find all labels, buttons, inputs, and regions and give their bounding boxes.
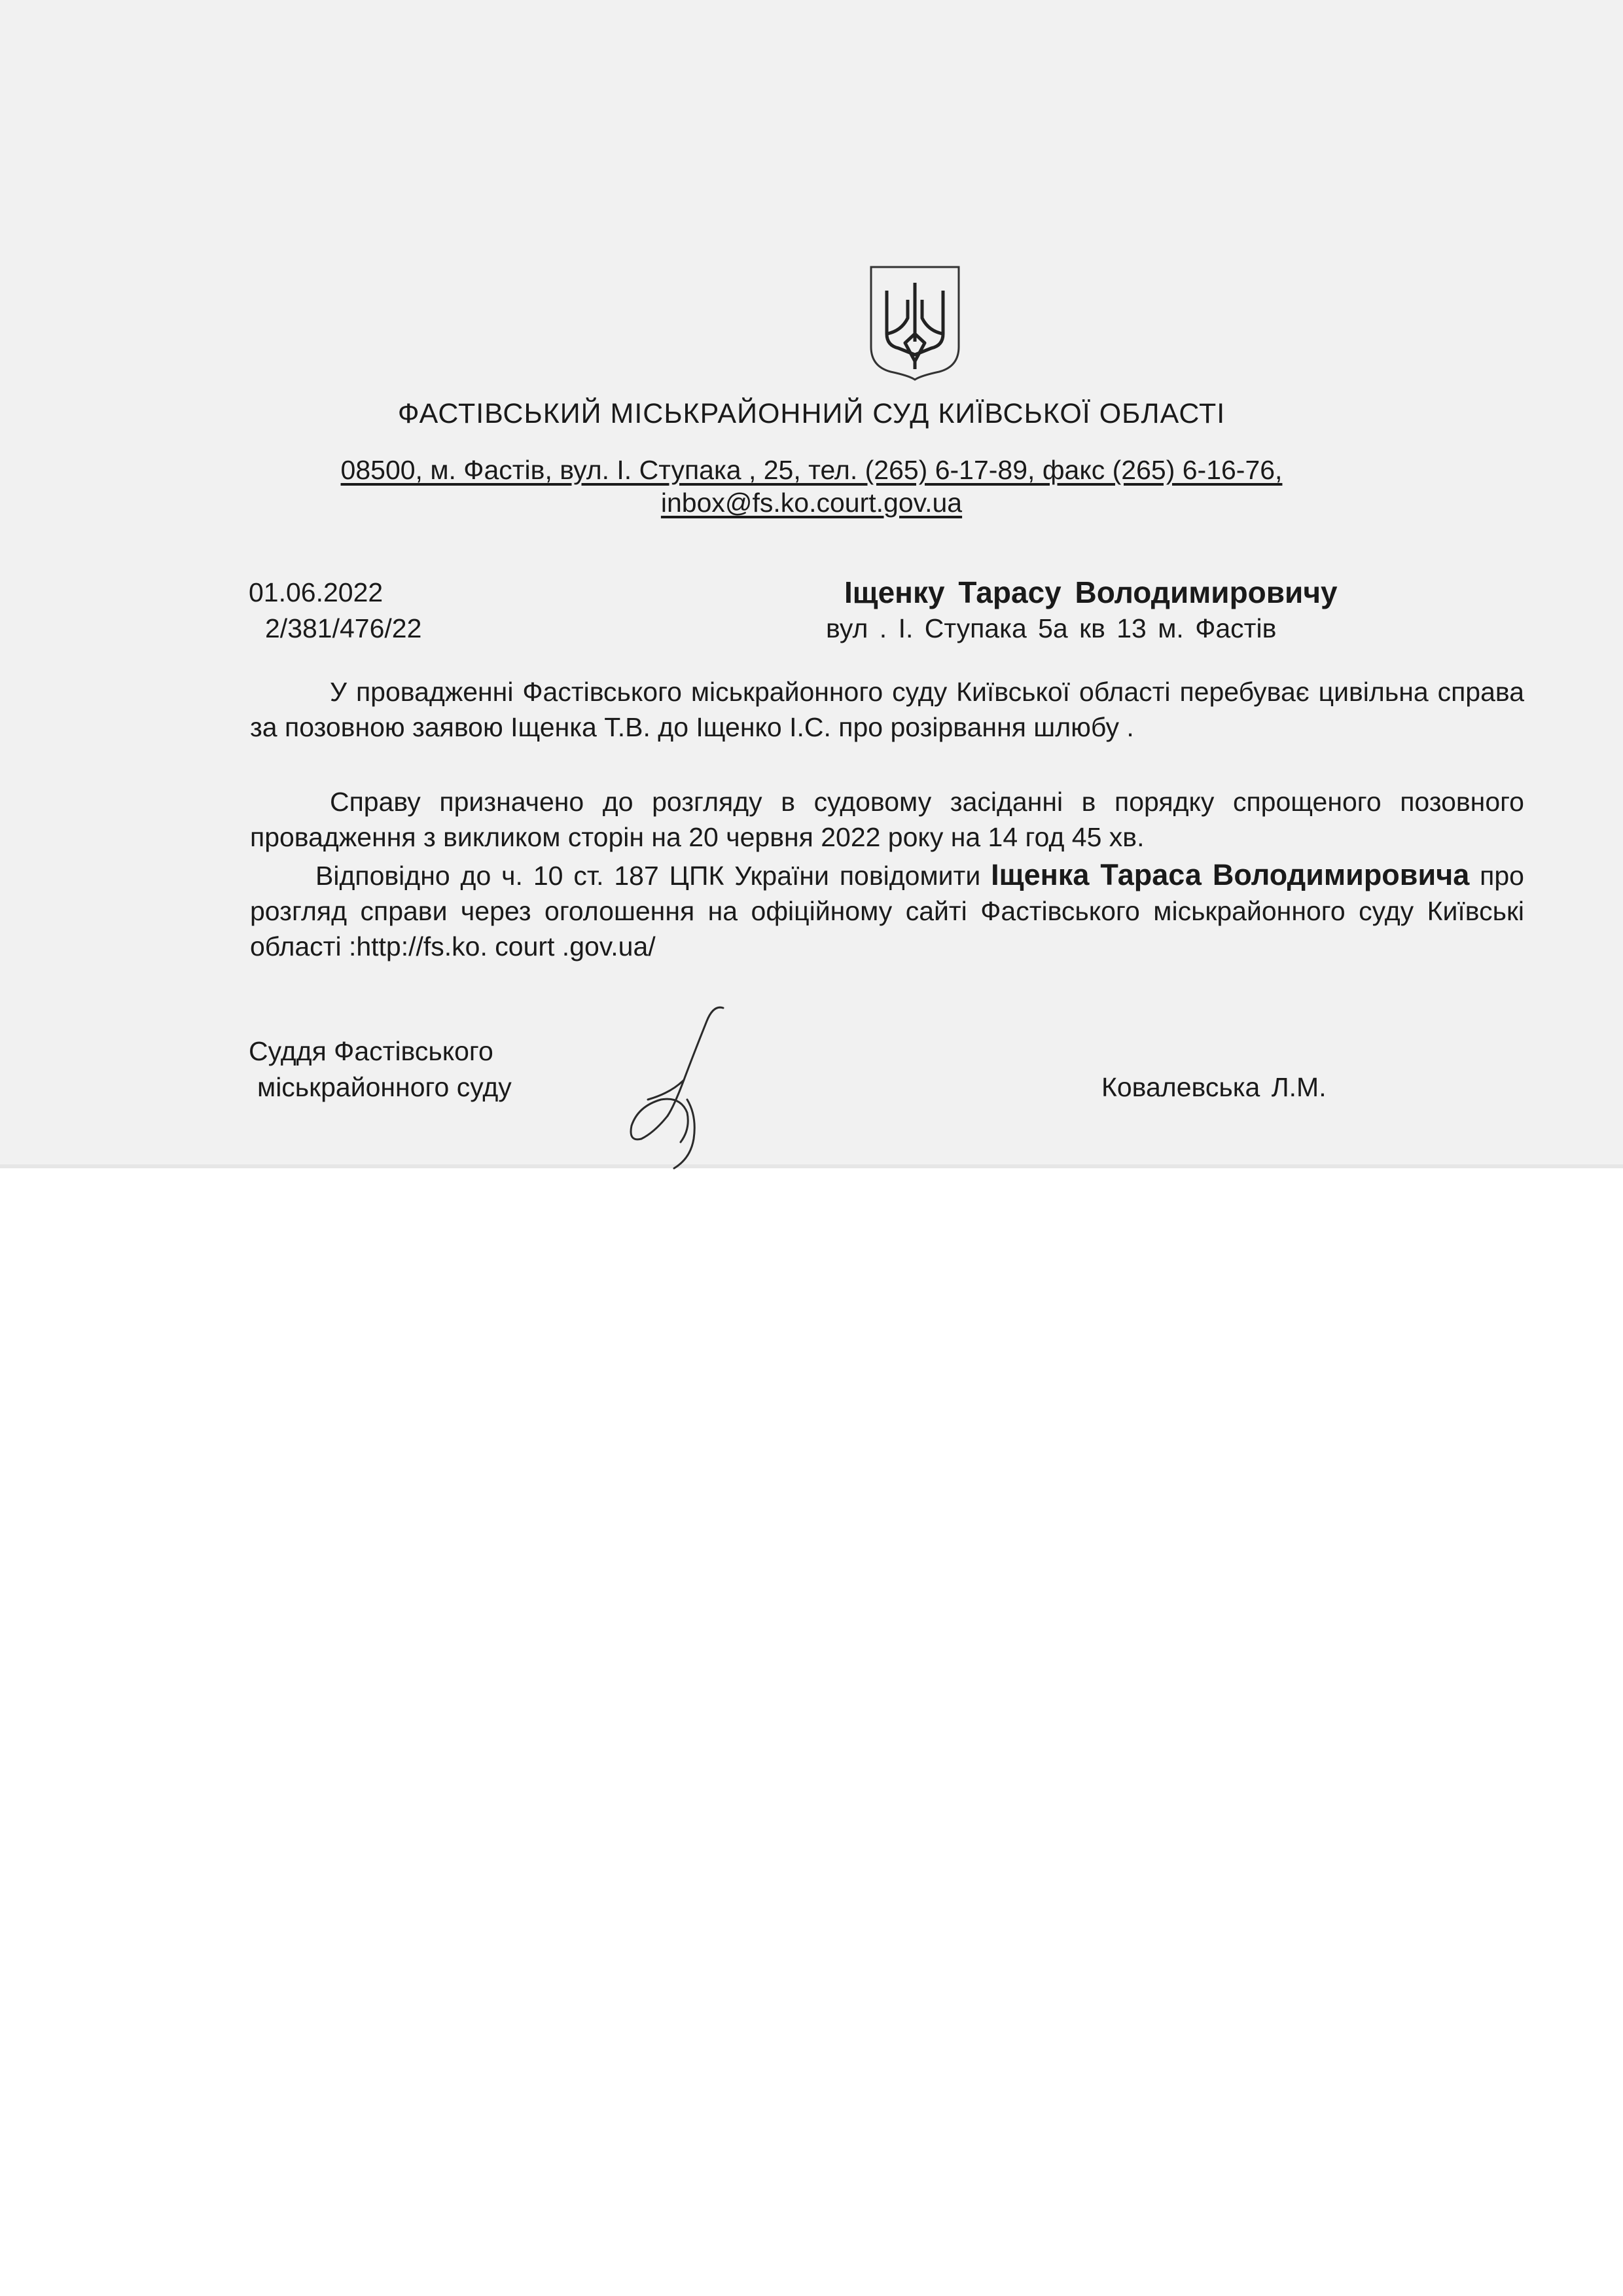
handwritten-signature-icon [609,1001,740,1172]
recipient-name: Іщенку Тарасу Володимировичу [844,575,1338,609]
body-paragraph-2: Справу призначено до розгляду в судовому засіданні в порядку спрощеного позовного провадження з викликом сторін на 20 червня 2022 року на 14 год 45 хв. [250,787,1524,852]
paragraph-3-tail: про розгляд справи через оголошення на офіційному сайті Фастівського міськрайонного суду Київські області :http://fs.ko. court .gov.ua/ [250,861,1524,961]
paragraph-3-lead: Відповідно до ч. 10 ст. 187 ЦПК України повідомити [315,861,991,891]
court-address: 08500, м. Фастів, вул. І. Ступака , 25, тел. (265) 6-17-89, факс (265) 6-16-76, [340,455,1283,485]
recipient-address: вул . І. Ступака 5а кв 13 м. Фастів [826,613,1277,643]
court-name-heading: ФАСТІВСЬКИЙ МІСЬКРАЙОННИЙ СУД КИЇВСЬКОЇ ОБЛАСТІ [397,398,1226,429]
court-email: inbox@fs.ko.court.gov.ua [660,488,963,518]
case-reference-number: 2/381/476/22 [265,613,422,643]
judge-name: Ковалевська Л.М. [1101,1072,1327,1102]
body-paragraph-1: У провадженні Фастівського міськрайонного суду Київської області перебуває цивільна справа за позовною заявою Іщенка Т.В. до Іщенко І.С. про розірвання шлюбу . [250,677,1524,742]
document-date: 01.06.2022 [249,577,383,607]
judge-title-line-1: Суддя Фастівського [249,1036,493,1066]
judge-title-line-2: міськрайонного суду [257,1072,512,1102]
coat-of-arms-icon [867,263,963,382]
paragraph-3-bold-name: Іщенка Тараса Володимировича [991,858,1470,891]
body-paragraph-3 [250,857,1524,964]
